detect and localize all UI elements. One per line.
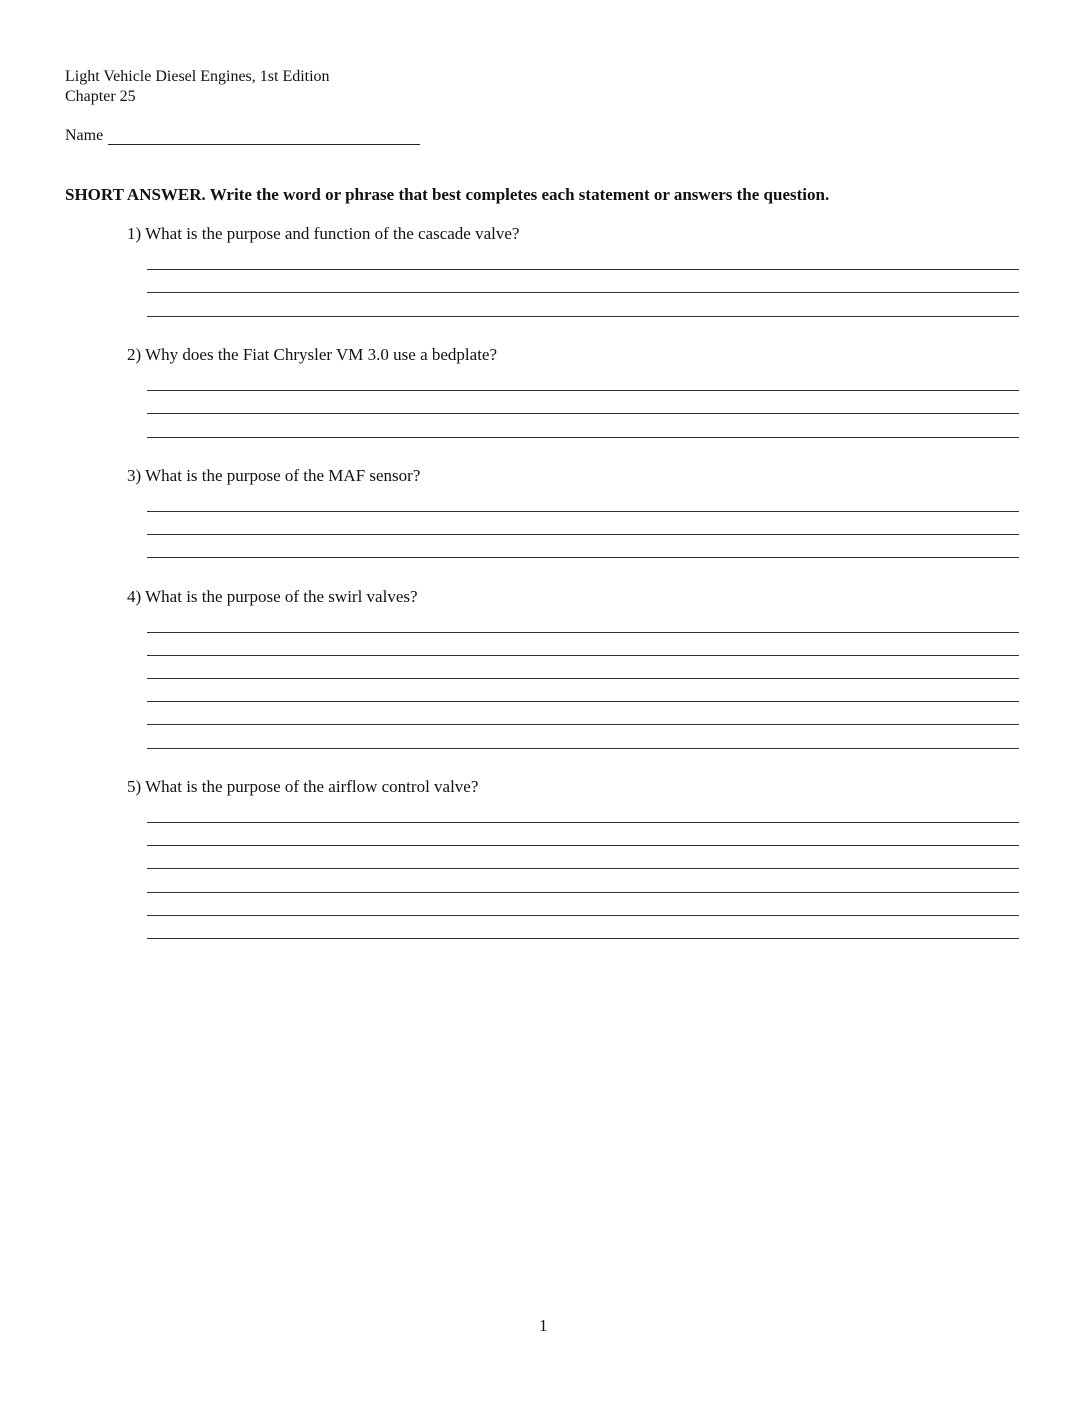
answer-line[interactable] bbox=[147, 892, 1019, 893]
question-4 bbox=[127, 587, 418, 607]
answer-line[interactable] bbox=[147, 845, 1019, 846]
answer-line[interactable] bbox=[147, 868, 1019, 869]
question-number: 1) bbox=[127, 224, 142, 243]
answer-line[interactable] bbox=[147, 701, 1019, 702]
answer-line[interactable] bbox=[147, 413, 1019, 414]
answer-line[interactable] bbox=[147, 557, 1019, 558]
question-3 bbox=[127, 466, 420, 486]
question-1 bbox=[127, 224, 519, 244]
name-field-line[interactable] bbox=[108, 144, 420, 145]
name-label: Name bbox=[65, 127, 104, 144]
answer-line[interactable] bbox=[147, 269, 1019, 270]
question-text: What is the purpose of the airflow control valve? bbox=[145, 777, 479, 796]
answer-line[interactable] bbox=[147, 915, 1019, 916]
question-text: What is the purpose of the MAF sensor? bbox=[145, 466, 421, 485]
question-5 bbox=[127, 777, 478, 797]
answer-line[interactable] bbox=[147, 316, 1019, 317]
answer-line[interactable] bbox=[147, 437, 1019, 438]
chapter-label: Chapter 25 bbox=[65, 88, 136, 105]
answer-line[interactable] bbox=[147, 511, 1019, 512]
question-2 bbox=[127, 345, 497, 365]
answer-line[interactable] bbox=[147, 748, 1019, 749]
answer-line[interactable] bbox=[147, 390, 1019, 391]
answer-line[interactable] bbox=[147, 822, 1019, 823]
question-number: 4) bbox=[127, 587, 142, 606]
answer-line[interactable] bbox=[147, 724, 1019, 725]
question-text: What is the purpose of the swirl valves? bbox=[145, 587, 418, 606]
answer-line[interactable] bbox=[147, 678, 1019, 679]
question-number: 3) bbox=[127, 466, 142, 485]
book-title: Light Vehicle Diesel Engines, 1st Edition bbox=[65, 68, 330, 85]
answer-line[interactable] bbox=[147, 292, 1019, 293]
page-number: 1 bbox=[539, 1316, 548, 1335]
answer-line[interactable] bbox=[147, 938, 1019, 939]
question-text: What is the purpose and function of the cascade valve? bbox=[145, 224, 520, 243]
question-number: 2) bbox=[127, 345, 142, 364]
question-number: 5) bbox=[127, 777, 142, 796]
answer-line[interactable] bbox=[147, 655, 1019, 656]
section-instructions: SHORT ANSWER. Write the word or phrase that best completes each statement or answers the question. bbox=[65, 185, 830, 204]
question-text: Why does the Fiat Chrysler VM 3.0 use a bedplate? bbox=[145, 345, 498, 364]
answer-line[interactable] bbox=[147, 632, 1019, 633]
answer-line[interactable] bbox=[147, 534, 1019, 535]
